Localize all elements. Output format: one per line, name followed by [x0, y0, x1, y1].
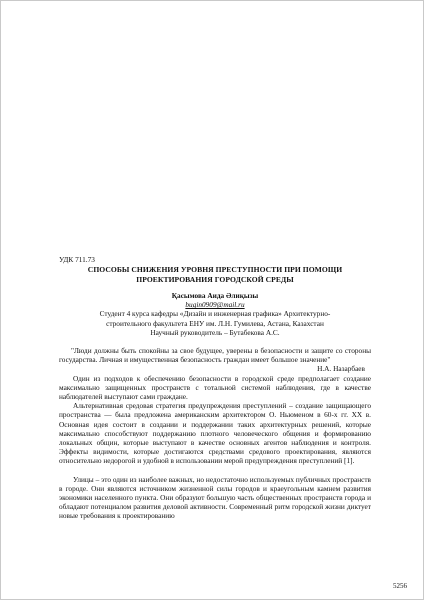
epigraph-quote: "Люди должны быть спокойны за свое будущее, уверены в безопасности и защите со стороны государства. Личная и имущественная безопасность граждан имеет большое значение"	[59, 346, 371, 365]
author-email[interactable]: bugin0909@mail.ru	[185, 300, 245, 310]
author-affiliation: строительного факультета ЕНУ им. Л.Н. Гумилева, Астана, Казахстан	[106, 318, 324, 328]
supervisor: Научный руководитель – Бутабекова А.С.	[150, 327, 280, 337]
article-title	[59, 265, 371, 284]
udk-code: УДК 711.73	[59, 255, 95, 264]
title-line: СПОСОБЫ СНИЖЕНИЯ УРОВНЯ ПРЕСТУПНОСТИ ПРИ ПОМОЩИ	[87, 265, 343, 275]
author-affiliation: Студент 4 курса кафедры «Дизайн и инженерная графика» Архитектурно-	[99, 309, 331, 319]
body-paragraph: Альтернативная средовая стратегия предупреждения преступлений – создание защищающего пространства — была предложена американским архитектором О. Ньюменом в 60-х гг. XX в. Основная идея состоит в создании и поддержании таких архитектурных решений, которые максимально способствуют поддержанию плотного человеческого общения и формированию локальных общин, которые выступают в качестве основных агентов наблюдения и контроля. Эффекты видимости, которые достигаются средствами средового проектирования, являются относительно недорогой и удобной в использовании мерой предупреждения преступлений [1].	[59, 401, 371, 466]
title-line: ПРОЕКТИРОВАНИЯ ГОРОДСКОЙ СРЕДЫ	[136, 274, 294, 284]
body-paragraph: Улицы – это один из наиболее важных, но недостаточно используемых публичных пространств в городе. Они являются источником жизненной силы городов и краеугольным камнем развития экономики населенного пункта. Они образуют большую часть общественных пространств города и обладают потенциалом развития деловой активности. Современный ритм городской жизни диктует новые требования к проектированию	[59, 474, 371, 521]
author-name: Қасымова Аида Әлиқызы	[171, 291, 259, 301]
page-number: 5256	[393, 582, 407, 590]
author-block	[59, 291, 371, 337]
body-paragraph: Один из подходов к обеспечению безопасности в городской среде предполагает создание максимально защищенных пространств с тотальной системой наблюдения, где в качестве наблюдателей выступают сами граждане.	[59, 373, 371, 402]
article-body	[59, 255, 371, 521]
epigraph-author: Н.А. Назарбаев	[317, 364, 365, 374]
